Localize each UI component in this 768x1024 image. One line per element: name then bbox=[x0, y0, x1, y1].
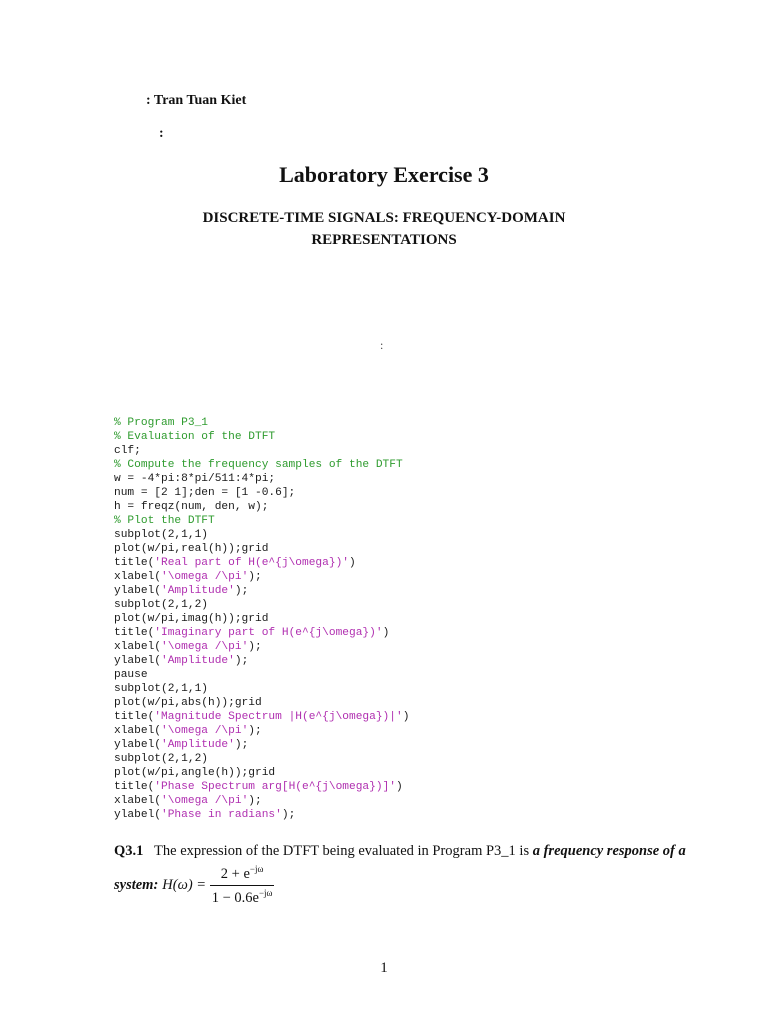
code-text: ); bbox=[248, 571, 262, 583]
code-text: ); bbox=[234, 739, 249, 751]
code-comment: % Program P3_1 bbox=[114, 417, 208, 429]
code-string: 'Phase in radians' bbox=[161, 809, 282, 821]
system-label: system: bbox=[114, 876, 159, 893]
code-text: ) bbox=[382, 627, 390, 639]
code-line bbox=[114, 472, 409, 486]
code-line bbox=[114, 416, 409, 430]
code-line bbox=[114, 598, 409, 612]
code-line bbox=[114, 444, 409, 458]
code-text: ); bbox=[234, 655, 249, 667]
code-line bbox=[114, 486, 409, 500]
code-line bbox=[114, 500, 409, 514]
code-string: '\omega /\pi' bbox=[161, 725, 249, 737]
code-text: clf; bbox=[114, 445, 141, 457]
code-line bbox=[114, 766, 409, 780]
code-line bbox=[114, 542, 409, 556]
code-line bbox=[114, 514, 409, 528]
code-string: '\omega /\pi' bbox=[161, 571, 249, 583]
h-omega-lhs: H(ω) = bbox=[162, 876, 207, 893]
code-text: xlabel( bbox=[114, 795, 161, 807]
code-text: ) bbox=[396, 781, 403, 793]
transfer-function bbox=[114, 864, 274, 907]
code-string: 'Phase Spectrum arg[H(e^{j\omega})]' bbox=[154, 781, 396, 793]
code-string: 'Amplitude' bbox=[161, 655, 235, 667]
code-text: plot(w/pi,real(h));grid bbox=[114, 543, 269, 555]
code-line bbox=[114, 640, 409, 654]
code-text: w = -4*pi:8*pi/511:4*pi; bbox=[114, 473, 276, 485]
code-line bbox=[114, 682, 409, 696]
code-text: ylabel( bbox=[114, 655, 161, 667]
code-line bbox=[114, 654, 409, 668]
code-line bbox=[114, 584, 409, 598]
code-line bbox=[114, 808, 409, 822]
code-text: plot(w/pi,angle(h));grid bbox=[114, 767, 276, 779]
code-text: subplot(2,1,2) bbox=[114, 753, 208, 765]
code-text: ); bbox=[281, 809, 296, 821]
code-text: xlabel( bbox=[114, 641, 161, 653]
code-text: xlabel( bbox=[114, 725, 161, 737]
code-text: subplot(2,1,1) bbox=[114, 529, 208, 541]
section-separator: : bbox=[380, 338, 384, 352]
question-text: The expression of the DTFT being evaluated in Program P3_1 is bbox=[154, 843, 530, 859]
code-text: ylabel( bbox=[114, 739, 161, 751]
code-line bbox=[114, 752, 409, 766]
student-name: : Tran Tuan Kiet bbox=[146, 93, 247, 108]
code-line bbox=[114, 696, 409, 710]
code-line bbox=[114, 458, 409, 472]
code-text: plot(w/pi,imag(h));grid bbox=[114, 613, 269, 625]
code-text: num = [2 1];den = [1 -0.6]; bbox=[114, 487, 296, 499]
code-string: 'Magnitude Spectrum |H(e^{j\omega})|' bbox=[154, 711, 403, 723]
code-text: title( bbox=[114, 711, 155, 723]
document-subtitle: DISCRETE-TIME SIGNALS: FREQUENCY-DOMAIN REPRESENTATIONS bbox=[202, 210, 566, 248]
code-text: ); bbox=[248, 725, 262, 737]
page-number: 1 bbox=[380, 960, 388, 976]
code-string: 'Amplitude' bbox=[161, 739, 235, 751]
code-listing bbox=[114, 416, 409, 822]
code-text: ) bbox=[349, 557, 356, 569]
code-line bbox=[114, 780, 409, 794]
fraction bbox=[210, 864, 274, 907]
code-line bbox=[114, 556, 409, 570]
code-string: 'Amplitude' bbox=[161, 585, 235, 597]
student-id-label: : bbox=[159, 126, 164, 141]
code-string: '\omega /\pi' bbox=[161, 795, 249, 807]
question-number: Q3.1 bbox=[114, 843, 144, 859]
code-text: title( bbox=[114, 627, 155, 639]
code-text: h = freqz(num, den, w); bbox=[114, 501, 269, 513]
code-line bbox=[114, 570, 409, 584]
code-line bbox=[114, 710, 409, 724]
code-line bbox=[114, 738, 409, 752]
code-comment: % Plot the DTFT bbox=[114, 515, 215, 527]
code-string: 'Imaginary part of H(e^{j\omega})' bbox=[154, 627, 383, 639]
code-line bbox=[114, 668, 409, 682]
code-line bbox=[114, 724, 409, 738]
code-text: title( bbox=[114, 781, 155, 793]
code-text: subplot(2,1,2) bbox=[114, 599, 208, 611]
code-line bbox=[114, 430, 409, 444]
code-text: plot(w/pi,abs(h));grid bbox=[114, 697, 262, 709]
code-text: ); bbox=[248, 641, 262, 653]
question-emphasis: a frequency response of a bbox=[532, 843, 686, 859]
document-title: Laboratory Exercise 3 bbox=[279, 162, 489, 187]
code-line bbox=[114, 626, 409, 640]
code-text: ) bbox=[402, 711, 410, 723]
code-line bbox=[114, 528, 409, 542]
question-q3-1 bbox=[114, 843, 686, 860]
code-text: subplot(2,1,1) bbox=[114, 683, 208, 695]
code-line bbox=[114, 612, 409, 626]
code-text: ylabel( bbox=[114, 809, 161, 821]
code-comment: % Evaluation of the DTFT bbox=[114, 431, 276, 443]
code-text: ); bbox=[248, 795, 262, 807]
numerator: $2 + e^{-j\omega}$ bbox=[220, 864, 264, 882]
code-line bbox=[114, 794, 409, 808]
code-text: xlabel( bbox=[114, 571, 161, 583]
code-text: pause bbox=[114, 669, 148, 681]
code-string: 'Real part of H(e^{j\omega})' bbox=[154, 557, 349, 569]
code-text: ylabel( bbox=[114, 585, 161, 597]
code-text: title( bbox=[114, 557, 155, 569]
code-text: ); bbox=[234, 585, 249, 597]
denominator: $1 - 0.6e^{-j\omega}$ bbox=[211, 887, 273, 906]
code-string: '\omega /\pi' bbox=[161, 641, 249, 653]
code-comment: % Compute the frequency samples of the DTFT bbox=[114, 459, 403, 471]
